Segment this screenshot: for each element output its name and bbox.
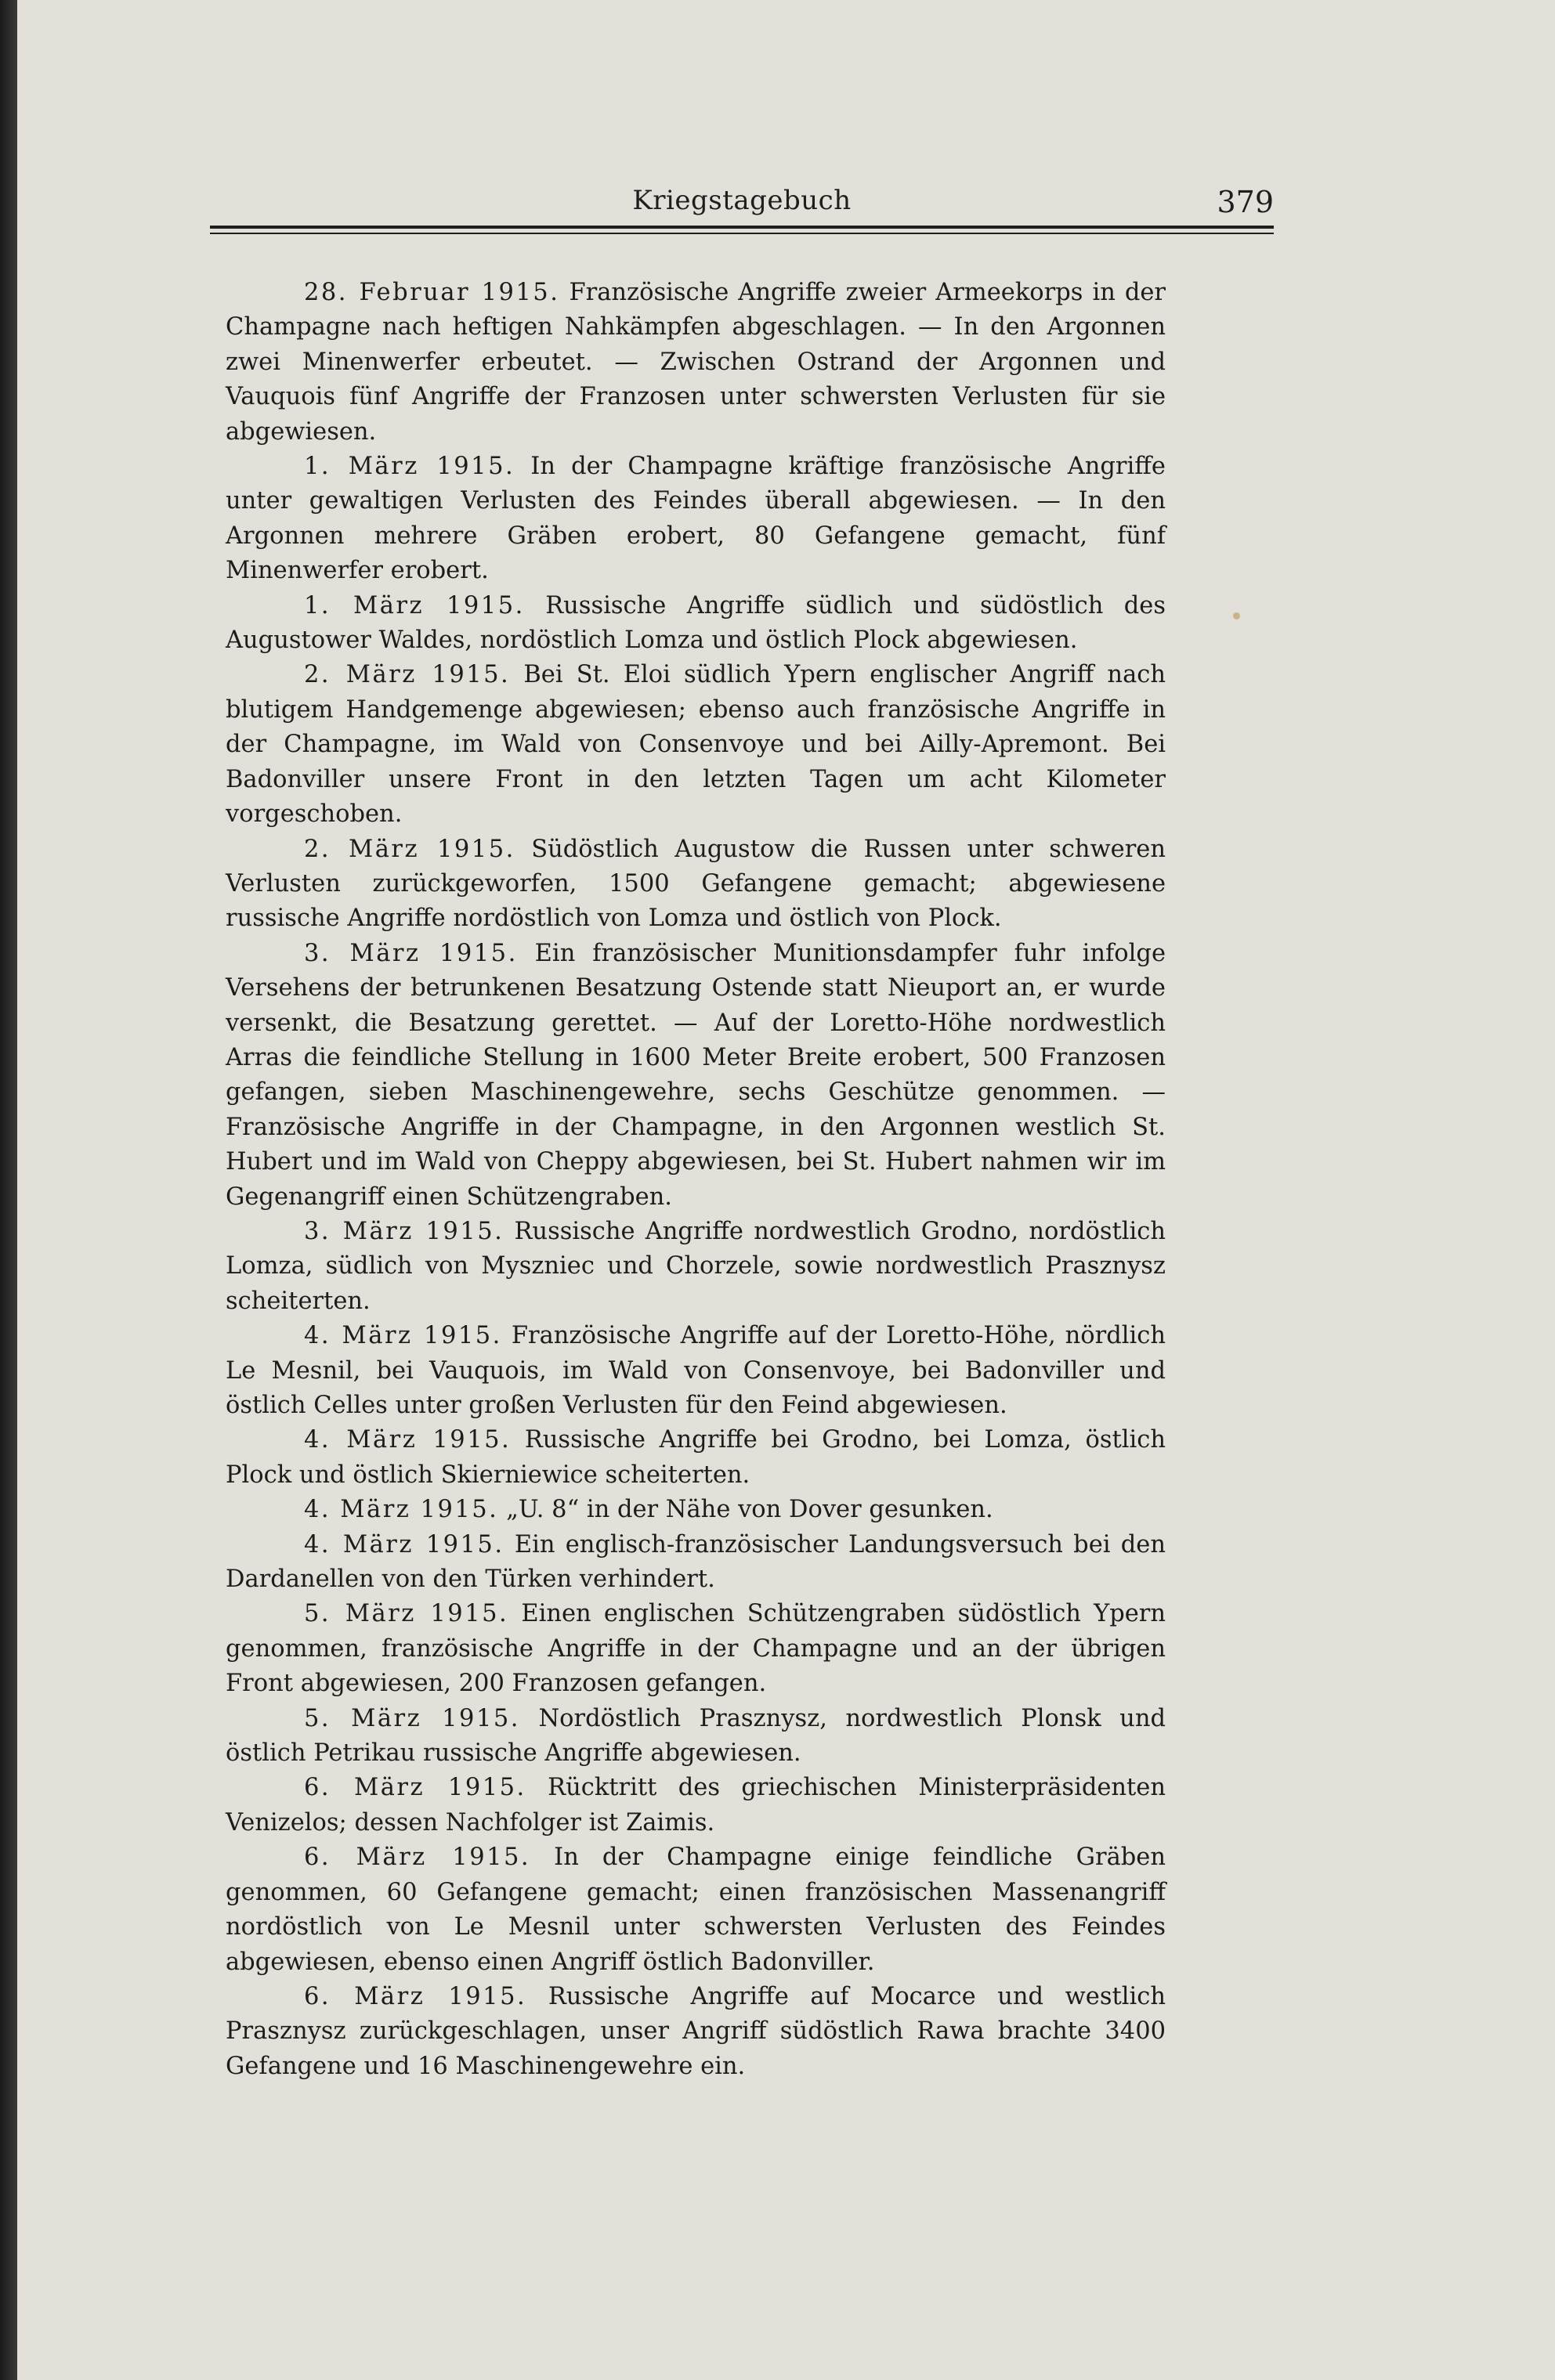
entry-text: Bei St. Eloi südlich Ypern englischer Angriff nach blutigem Handgemenge abgewiesen; ebenso auch französische Angriffe in der Champagne, im Wald von Consenvoye und bei Ailly-Apremont. Bei Badonviller unsere Front in den letzten Tagen um acht Kilometer vorgeschoben. [226, 661, 1166, 829]
diary-entry [226, 1771, 1166, 1840]
header-rule-thin [210, 233, 1274, 234]
entry-date: 3. März 1915. [304, 1217, 504, 1245]
entry-text: Französische Angriffe auf der Loretto-Höhe, nördlich Le Mesnil, bei Vauquois, im Wald von Consenvoye, bei Badonviller und östlich Celles unter großen Verlusten für den Feind abgewiesen. [226, 1322, 1166, 1419]
entry-date: 1. März 1915. [304, 591, 525, 619]
entry-date: 4. März 1915. [304, 1530, 504, 1558]
entry-date: 5. März 1915. [304, 1704, 520, 1732]
entry-text: Russische Angriffe bei Grodno, bei Lomza, östlich Plock und östlich Skierniewice scheiterten. [226, 1426, 1166, 1489]
entry-text: Ein französischer Munitionsdampfer fuhr infolge Versehens der betrunkenen Besatzung Ostende statt Nieuport an, er wurde versenkt, die Besatzung gerettet. — Auf der Loretto-Höhe nordwestlich Arras die feindliche Stellung in 1600 Meter Breite erobert, 500 Franzosen gefangen, sieben Maschinengewehre, sechs Geschütze genommen. — Französische Angriffe in der Champagne, in den Argonnen westlich St. Hubert und im Wald von Cheppy abgewiesen, bei St. Hubert nahmen wir im Gegenangriff einen Schützengraben. [226, 939, 1166, 1211]
diary-entry [226, 276, 1166, 450]
page-number: 379 [1217, 185, 1274, 219]
diary-body [226, 276, 1166, 2084]
diary-entry [226, 1528, 1166, 1598]
entry-text: In der Champagne kräftige französische Angriffe unter gewaltigen Verlusten des Feindes überall abgewiesen. — In den Argonnen mehrere Gräben erobert, 80 Gefangene gemacht, fünf Minenwerfer erobert. [226, 453, 1166, 585]
entry-date: 4. März 1915. [304, 1322, 502, 1350]
diary-entry [226, 589, 1166, 659]
entry-date: 6. März 1915. [304, 1982, 527, 2010]
diary-entry [226, 1980, 1166, 2084]
diary-entry [226, 450, 1166, 589]
entry-text: In der Champagne einige feindliche Gräben genommen, 60 Gefangene gemacht; einen französischen Massenangriff nordöstlich von Le Mesnil unter schwersten Verlusten des Feindes abgewiesen, ebenso einen Angriff östlich Badonviller. [226, 1844, 1166, 1976]
entry-text: Südöstlich Augustow die Russen unter schweren Verlusten zurückgeworfen, 1500 Gefangene gemacht; abgewiesene russische Angriffe nordöstlich von Lomza und östlich von Plock. [226, 835, 1166, 933]
entry-date: 5. März 1915. [304, 1600, 509, 1628]
entry-date: 2. März 1915. [304, 661, 511, 689]
page-header [210, 185, 1274, 232]
entry-date: 28. Februar 1915. [304, 279, 560, 306]
diary-entry [226, 1597, 1166, 1701]
entry-text: Rücktritt des griechischen Ministerpräsidenten Venizelos; dessen Nachfolger ist Zaimis. [226, 1774, 1166, 1836]
diary-entry [226, 1423, 1166, 1493]
diary-entry [226, 658, 1166, 832]
entry-date: 3. März 1915. [304, 939, 518, 967]
entry-date: 6. März 1915. [304, 1774, 526, 1802]
entry-text: Russische Angriffe südlich und südöstlich des Augustower Waldes, nordöstlich Lomza und östlich Plock abgewiesen. [226, 591, 1166, 655]
running-head: Kriegstagebuch [632, 185, 852, 216]
scan-edge-shadow [0, 0, 17, 2380]
paper-blemish [1233, 612, 1240, 619]
diary-entry [226, 1215, 1166, 1319]
diary-entry [226, 1702, 1166, 1771]
entry-text: Einen englischen Schützengraben südöstlich Ypern genommen, französische Angriffe in der Champagne und an der übrigen Front abgewiesen, 200 Franzosen gefangen. [226, 1600, 1166, 1698]
entry-date: 6. März 1915. [304, 1844, 531, 1872]
entry-date: 4. März 1915. [304, 1496, 499, 1524]
entry-date: 4. März 1915. [304, 1426, 512, 1454]
entry-text: Französische Angriffe zweier Armeekorps in der Champagne nach heftigen Nahkämpfen abgeschlagen. — In den Argonnen zwei Minenwerfer erbeutet. — Zwischen Ostrand der Argonnen und Vauquois fünf Angriffe der Franzosen unter schwersten Verlusten für sie abgewiesen. [226, 279, 1166, 446]
diary-entry [226, 937, 1166, 1215]
diary-entry [226, 1493, 1166, 1527]
header-rule-thick [210, 226, 1274, 229]
diary-entry [226, 1840, 1166, 1980]
entry-date: 1. März 1915. [304, 453, 515, 481]
diary-entry [226, 1319, 1166, 1423]
entry-text: Russische Angriffe auf Mocarce und westlich Prasznysz zurückgeschlagen, unser Angriff südöstlich Rawa brachte 3400 Gefangene und 16 Maschinengewehre ein. [226, 1982, 1166, 2080]
entry-text: „U. 8“ in der Nähe von Dover gesunken. [506, 1496, 993, 1524]
entry-date: 2. März 1915. [304, 835, 515, 863]
entry-text: Nordöstlich Prasznysz, nordwestlich Plonsk und östlich Petrikau russische Angriffe abgewiesen. [226, 1704, 1166, 1768]
entry-text: Ein englisch-französischer Landungsversuch bei den Dardanellen von den Türken verhindert. [226, 1530, 1166, 1594]
diary-entry [226, 832, 1166, 937]
entry-text: Russische Angriffe nordwestlich Grodno, nordöstlich Lomza, südlich von Myszniec und Chorzele, sowie nordwestlich Prasznysz scheiterten. [226, 1217, 1166, 1315]
